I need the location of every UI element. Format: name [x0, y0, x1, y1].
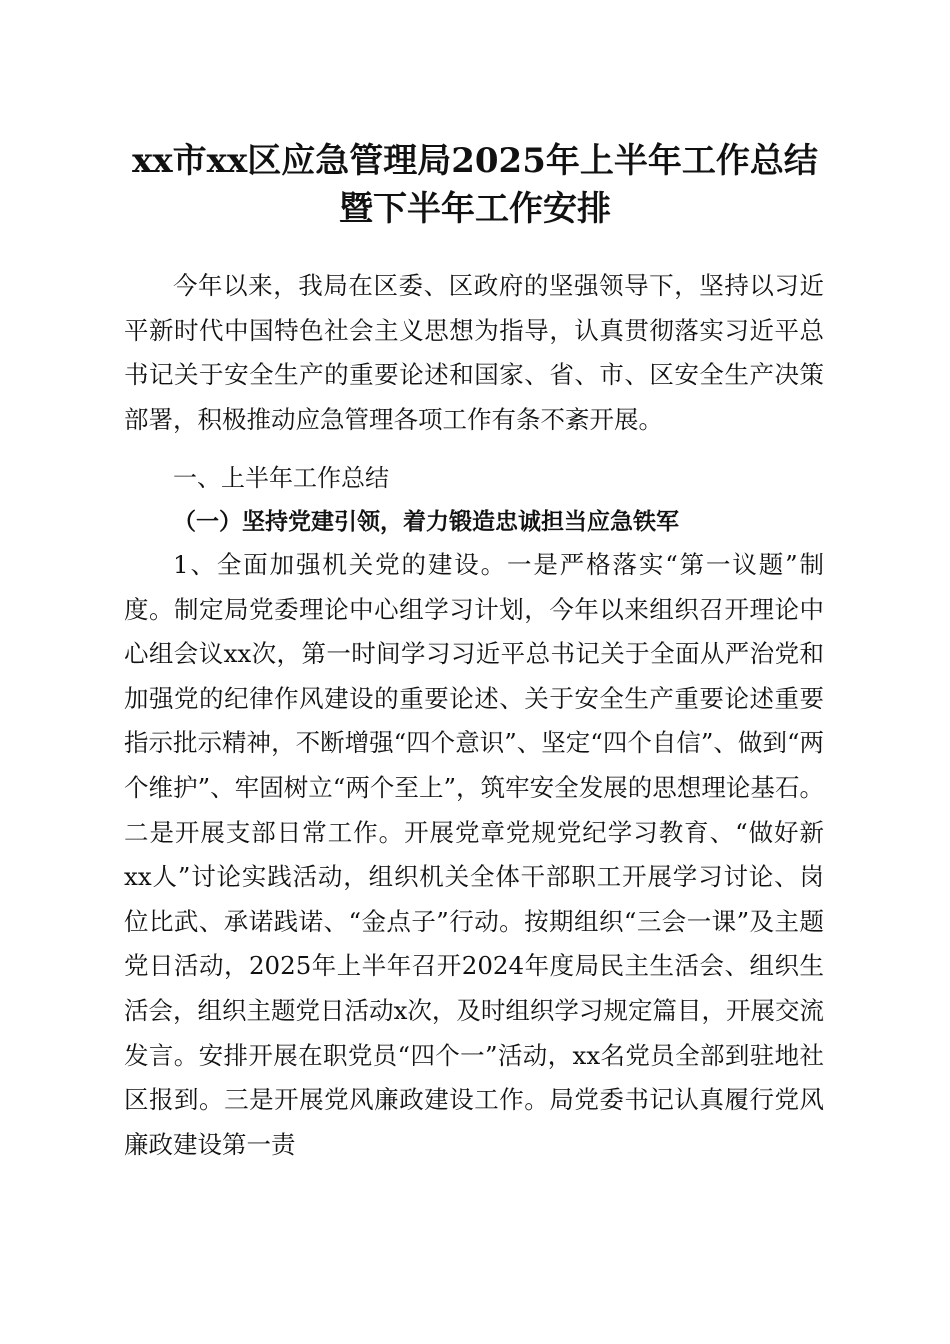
subsection-heading-party-building: （一）坚持党建引领，着力锻造忠诚担当应急铁军 [173, 508, 679, 535]
document-title-line-2: 暨下半年工作安排 [339, 189, 611, 229]
document-title-line-1: xx市xx区应急管理局2025年上半年工作总结 [132, 141, 818, 181]
section-heading-first-half-summary: 一、上半年工作总结 [173, 464, 389, 492]
intro-paragraph: 今年以来，我局在区委、区政府的坚强领导下，坚持以习近平新时代中国特色社会主义思想为指导，认真贯彻落实习近平总书记关于安全生产的重要论述和国家、省、市、区安全生产决策部署，积极推动应急管理各项工作有条不紊开展。 [124, 271, 824, 434]
item-1-paragraph: 1、全面加强机关党的建设。一是严格落实“第一议题”制度。制定局党委理论中心组学习计划，今年以来组织召开理论中心组会议xx次，第一时间学习习近平总书记关于全面从严治党和加强党的纪律作风建设的重要论述、关于安全生产重要论述重要指示批示精神，不断增强“四个意识”、坚定“四个自信”、做到“两个维护”、牢固树立“两个至上”，筑牢安全发展的思想理论基石。二是开展支部日常工作。开展党章党规党纪学习教育、“做好新xx人”讨论实践活动，组织机关全体干部职工开展学习讨论、岗位比武、承诺践诺、“金点子”行动。按期组织“三会一课”及主题党日活动，2025年上半年召开2024年度局民主生活会、组织生活会，组织主题党日活动x次，及时组织学习规定篇目，开展交流发言。安排开展在职党员“四个一”活动，xx名党员全部到驻地社区报到。三是开展党风廉政建设工作。局党委书记认真履行党风廉政建设第一责 [124, 550, 824, 1159]
